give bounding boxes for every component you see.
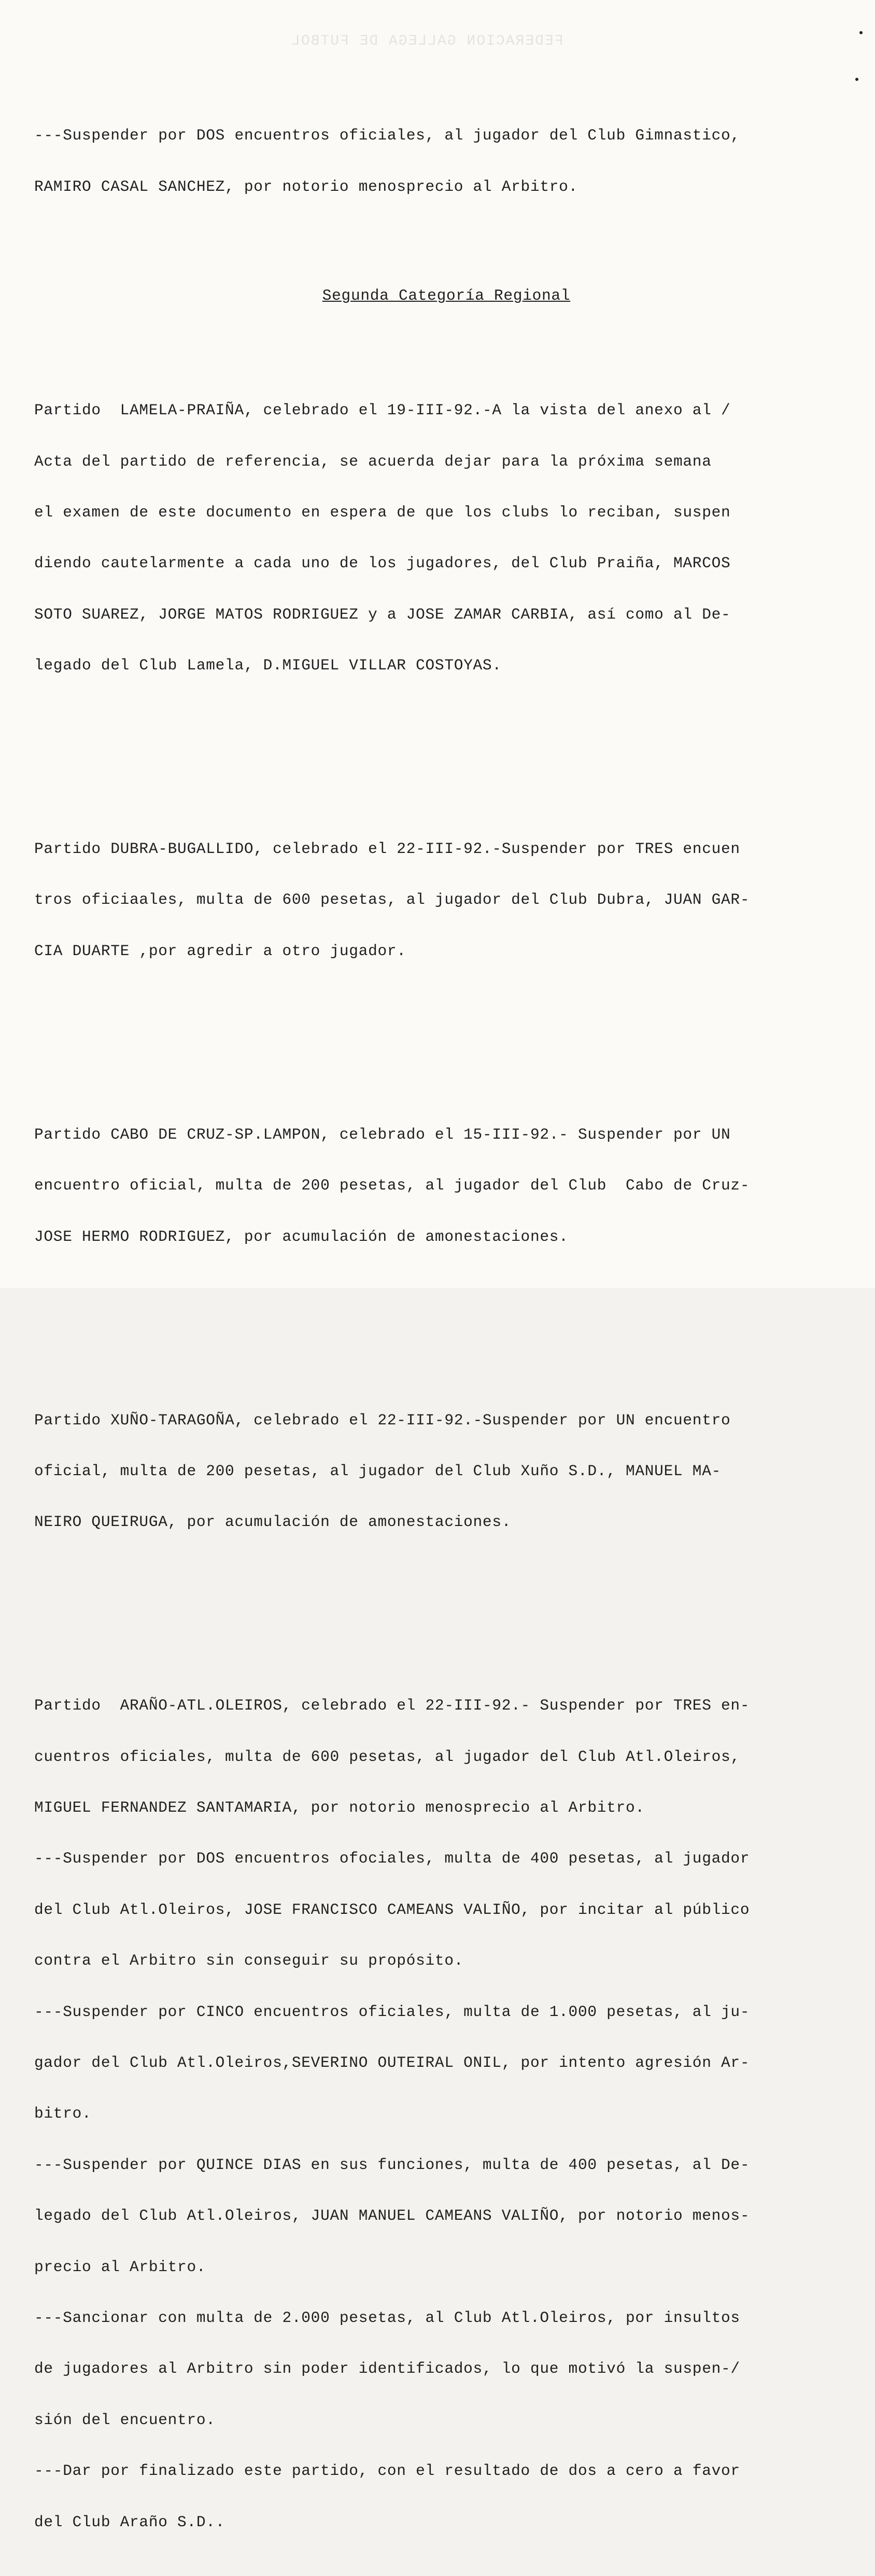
text-line: RAMIRO CASAL SANCHEZ, por notorio menosprecio al Arbitro.	[34, 177, 578, 195]
paragraph-dubra-bugallido	[34, 806, 843, 993]
text-line: encuentro oficial, multa de 200 pesetas, al jugador del Club Cabo de Cruz-	[34, 1177, 750, 1195]
text-line: ---Suspender por CINCO encuentros oficiales, multa de 1.000 pesetas, al ju-	[34, 2003, 750, 2021]
text-line: precio al Arbitro.	[34, 2258, 206, 2276]
paragraph-arano-oleiros	[34, 1663, 843, 2565]
text-line: MIGUEL FERNANDEZ SANTAMARIA, por notorio menosprecio al Arbitro.	[34, 1799, 645, 1817]
text-line: del Club Araño S.D..	[34, 2513, 225, 2531]
text-line: ---Suspender por DOS encuentros oficiales, al jugador del Club Gimnastico,	[34, 127, 740, 145]
paragraph-xuno-taragona	[34, 1378, 843, 1565]
text-line: del Club Atl.Oleiros, JOSE FRANCISCO CAMEANS VALIÑO, por incitar al público	[34, 1900, 750, 1919]
text-line: sión del encuentro.	[34, 2411, 216, 2429]
text-line: tros oficiaales, multa de 600 pesetas, al jugador del Club Dubra, JUAN GAR-	[34, 891, 750, 909]
typed-text-body	[34, 59, 843, 2576]
intro-paragraph	[34, 93, 843, 229]
text-line: SOTO SUAREZ, JORGE MATOS RODRIGUEZ y a JOSE ZAMAR CARBIA, así como al De-	[34, 605, 731, 623]
text-line: contra el Arbitro sin conseguir su propósito.	[34, 1952, 464, 1970]
text-line: Acta del partido de referencia, se acuerda dejar para la próxima semana	[34, 452, 712, 470]
ink-dot	[855, 78, 858, 81]
text-line: Partido LAMELA-PRAIÑA, celebrado el 19-III-92.-A la vista del anexo al /	[34, 401, 731, 419]
text-line: gador del Club Atl.Oleiros,SEVERINO OUTEIRAL ONIL, por intento agresión Ar-	[34, 2054, 750, 2072]
text-line: legado del Club Lamela, D.MIGUEL VILLAR COSTOYAS.	[34, 656, 502, 675]
text-line: CIA DUARTE ,por agredir a otro jugador.	[34, 942, 406, 960]
text-line: Partido ARAÑO-ATL.OLEIROS, celebrado el 22-III-92.- Suspender por TRES en-	[34, 1697, 750, 1715]
text-line: ---Suspender por DOS encuentros ofociales, multa de 400 pesetas, al jugador	[34, 1850, 750, 1868]
text-line: JOSE HERMO RODRIGUEZ, por acumulación de amonestaciones.	[34, 1227, 569, 1245]
paragraph-lamela-praina	[34, 368, 843, 708]
text-line: bitro.	[34, 2105, 92, 2123]
text-line: Partido CABO DE CRUZ-SP.LAMPON, celebrado el 15-III-92.- Suspender por UN	[34, 1125, 731, 1143]
text-line: ---Suspender por QUINCE DIAS en sus funciones, multa de 400 pesetas, al De-	[34, 2155, 750, 2174]
text-line: NEIRO QUEIRUGA, por acumulación de amonestaciones.	[34, 1513, 512, 1531]
paragraph-cabo-de-cruz	[34, 1092, 843, 1279]
text-line: el examen de este documento en espera de que los clubs lo reciban, suspen	[34, 503, 731, 521]
text-line: de jugadores al Arbitro sin poder identificados, lo que motivó la suspen-/	[34, 2360, 740, 2378]
ink-dot	[859, 31, 863, 34]
bleed-through-header: FEDERACION GALLEGA DE FUTBOL	[290, 33, 563, 49]
text-line: ---Sancionar con multa de 2.000 pesetas, al Club Atl.Oleiros, por insultos	[34, 2309, 740, 2327]
text-line: cuentros oficiales, multa de 600 pesetas, al jugador del Club Atl.Oleiros,	[34, 1747, 740, 1766]
text-line: Partido DUBRA-BUGALLIDO, celebrado el 22-III-92.-Suspender por TRES encuen	[34, 840, 740, 858]
text-line: ---Dar por finalizado este partido, con el resultado de dos a cero a favor	[34, 2462, 740, 2480]
text-line: oficial, multa de 200 pesetas, al jugador del Club Xuño S.D., MANUEL MA-	[34, 1462, 722, 1480]
text-line: diendo cautelarmente a cada uno de los jugadores, del Club Praiña, MARCOS	[34, 554, 731, 572]
text-line: Partido XUÑO-TARAGOÑA, celebrado el 22-III-92.-Suspender por UN encuentro	[34, 1411, 731, 1429]
text-line: legado del Club Atl.Oleiros, JUAN MANUEL CAMEANS VALIÑO, por notorio menos-	[34, 2207, 750, 2225]
section-heading-segunda: Segunda Categoría Regional	[322, 287, 571, 305]
